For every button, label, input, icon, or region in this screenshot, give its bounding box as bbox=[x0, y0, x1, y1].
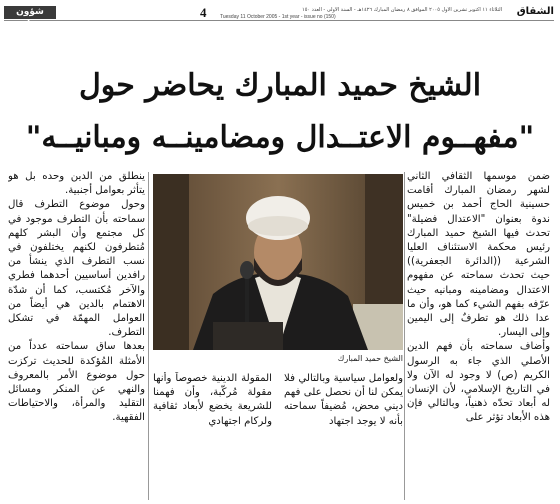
photo-caption: الشيخ حميد المبارك bbox=[337, 354, 403, 363]
date-english: Tuesday 11 October 2005 - 1st year - issue no (150) bbox=[220, 14, 336, 20]
paragraph: ينطلق من الدين وحده بل هو يتأثر بعوامل أجنبية. bbox=[8, 171, 145, 197]
speaker-photo-illustration bbox=[153, 174, 403, 350]
headline bbox=[12, 60, 548, 164]
headline-line-1: الشيخ حميد المبارك يحاضر حول bbox=[78, 68, 482, 103]
article-column-middle bbox=[153, 372, 403, 500]
page-number: 4 bbox=[200, 5, 207, 20]
article-column-left bbox=[8, 170, 145, 500]
paper-name: الشقاق bbox=[516, 6, 554, 17]
paragraph: ضمن موسمها الثقافي الثاني لشهر رمضان المبارك أقامت حسينية الحاج أحمد بن خميس ندوة بعنوان "الاعتدال فضيلة" تحدث فيها الشيخ حميد المبارك رئيس محكمة الاستئناف العليا الشرعية ((الدائرة الجعفرية)) حيث تحدث سماحته عن مفهوم الاعتدال ومضامينه ومبانيه حيث عرّفه بفهم الشيء كما هو، وأن ما عدا ذلك هو تطرفٌ إلى اليمين وإلى اليسار. bbox=[407, 171, 550, 339]
headline-line-2: "مفهــوم الاعتــدال ومضامينــه ومبانيــه" bbox=[25, 120, 535, 155]
column-divider bbox=[148, 172, 149, 500]
article-column-right bbox=[407, 170, 550, 500]
section-label: شؤون محلية bbox=[4, 6, 56, 19]
paragraph: ولعوامل سياسية وبالتالي فلا يمكن لنا أن نحصل على فهم ديني محض، مُضيفاً سماحته بأنه لا يوجد اجتهاد bbox=[284, 373, 403, 427]
masthead bbox=[4, 5, 554, 30]
column-divider bbox=[404, 172, 405, 500]
paragraph: بعدها ساق سماحته عدداً من الأمثلة المُؤكدة للحديث تركزت حول موضوع الأمر بالمعروف والنهي عن المنكر ومسائل التقليد والمرأة، والاحتياطات الفقهية. bbox=[8, 341, 145, 424]
paragraph: المقولة الدينية خصوصاً وأنها مقولة مُركّبة، وأن فهمنا للشريعة يخضع لأبعاد ثقافية ولركام اجتهادي bbox=[153, 373, 272, 427]
issue-line: الثلاثاء ١١ أكتوبر تشرين الأول ٢٠٠٥ الموافق ٨ رمضان المبارك ١٤٢٦هـ - السنة الأولى - العدد ١٥٠ bbox=[302, 7, 502, 13]
paragraph: وأضاف سماحته بأن فهم الدين الأصلي الذي جاء به الرسول الكريم (ص) لا وجود له الآن ولا في التاريخ الإسلامي، لأن الإنسان له أبعاد تحدّه ذهنياً، وبالتالي فإن هذه الأبعاد تؤثر على bbox=[407, 341, 550, 424]
speaker-photo bbox=[153, 174, 403, 350]
paragraph: وحول موضوع التطرف قال سماحته بأن التطرف موجود في كل مجتمع وأن البشر كلهم مُتطرفون لكنهم يختلفون في نسب التطرف الذي ينشأ من رافدين أساسيين أحدهما فطري والآخر مُكتسب، كما أن شدّة الاهتمام بالدين هي أيضاً من العوامل المهمّة في تشكل التطرف. bbox=[8, 199, 145, 339]
